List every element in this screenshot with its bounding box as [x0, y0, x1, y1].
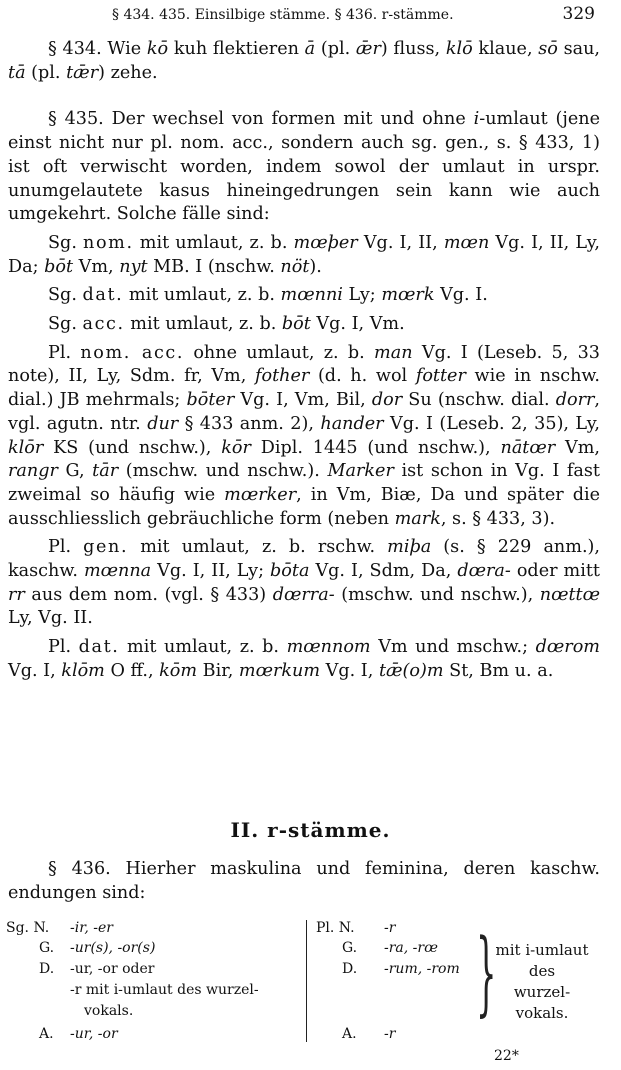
paragraph-sg-acc: Sg. acc. mit umlaut, z. b. bōt Vg. I, Vm.: [48, 314, 405, 335]
paragraph-435: § 435. Der wechsel von formen mit und ohne i-umlaut (jene einst nicht nur pl. nom. acc., sondern auch sg. gen., s. § 433, 1) ist oft verwischt worden, indem sowol der umlaut in urspr. unumgelautete kasus hineingedrungen sein kann wie auch umgekehrt. Solche fälle sind:: [8, 109, 601, 225]
sg-g-label: G.: [39, 940, 55, 956]
pl-d-value: -rum, -rom: [384, 961, 460, 977]
pl-g-label: G.: [342, 940, 358, 956]
pl-n-value: -r: [384, 920, 396, 936]
sg-g-value: -ur(s), -or(s): [70, 940, 156, 956]
sg-a-label: A.: [39, 1026, 54, 1042]
paragraph-pl-nom: Pl. nom. acc. ohne umlaut, z. b. man Vg. I (Leseb. 5, 33 note), II, Ly, Sdm. fr, Vm, fother (d. h. wol fotter wie in nschw. dial.) JB mehrmals; bōter Vg. I, Vm, Bil, dor Su (nschw. dial. dorr, vgl. agutn. ntr. dur § 433 anm. 2), hander Vg. I (Leseb. 2, 35), Ly, klōr KS (und nschw.), kōr Dipl. 1445 (und nschw.), nātœr Vm, rangr G, tār (mschw. und nschw.). Marker ist schon in Vg. I fast zweimal so häufig wie mœrker, in Vm, Biæ, Da und später die ausschliesslich gebräuchliche form (neben mark, s. § 433, 3).: [8, 342, 601, 529]
pl-g-value: -ra, -rœ: [384, 940, 438, 956]
page-number: 329: [562, 4, 595, 24]
paragraph-pl-dat: Pl. dat. mit umlaut, z. b. mœnnom Vm und mschw.; dœrom Vg. I, klōm O ff., kōm Bir, mœrkum Vg. I, tǣ(o)m St, Bm u. a.: [8, 637, 600, 681]
sg-d-cont1: -r mit i-umlaut des wurzel-: [70, 982, 259, 998]
pl-d-label: D.: [342, 961, 358, 977]
pl-a-value: -r: [384, 1026, 396, 1042]
paragraph-pl-gen: Pl. gen. mit umlaut, z. b. rschw. miþa (s. § 229 anm.), kaschw. mœnna Vg. I, II, Ly; bōta Vg. I, Sdm, Da, dœra- oder mitt rr aus dem nom. (vgl. § 433) dœrra- (mschw. und nschw.), nœttœ Ly, Vg. II.: [8, 537, 600, 629]
brace-note: [492, 940, 592, 1024]
paragraph-436: § 436. Hierher maskulina und feminina, deren kaschw. endungen sind:: [8, 859, 600, 903]
endings-table: [6, 918, 606, 1046]
sg-a-value: -ur, -or: [70, 1026, 118, 1042]
sg-d-cont2: vokals.: [84, 1003, 134, 1019]
brace-note-line: vokals.: [515, 1004, 569, 1022]
sg-d-value: -ur, -or oder: [70, 961, 155, 977]
brace-note-line: des: [528, 962, 556, 980]
sg-n-value: -ir, -er: [70, 920, 113, 936]
signature-mark: 22*: [494, 1048, 519, 1064]
paragraph-sg-nom: Sg. nom. mit umlaut, z. b. mœþer Vg. I, II, mœn Vg. I, II, Ly, Da; bōt Vm, nyt MB. I (nschw. nöt).: [8, 232, 600, 277]
pl-n-label: Pl. N.: [316, 920, 355, 936]
section-heading: II. r-stämme.: [230, 818, 391, 842]
table-divider: [306, 920, 307, 1042]
running-title: § 434. 435. Einsilbige stämme. § 436. r-stämme.: [112, 7, 454, 23]
paragraph-sg-dat: Sg. dat. mit umlaut, z. b. mœnni Ly; mœrk Vg. I.: [48, 285, 488, 306]
paragraph-434: § 434. Wie kō kuh flektieren ā (pl. ǣr) fluss, klō klaue, sō sau, tā (pl. tǣr) zehe.: [8, 39, 601, 83]
sg-n-label: Sg. N.: [6, 920, 50, 936]
running-head: [0, 4, 621, 28]
right-brace: }: [476, 919, 497, 1026]
brace-note-line: wurzel-: [513, 983, 571, 1001]
brace-note-line: mit i-umlaut: [495, 941, 589, 959]
body-text: [8, 38, 600, 684]
sg-d-label: D.: [39, 961, 55, 977]
pl-a-label: A.: [342, 1026, 357, 1042]
